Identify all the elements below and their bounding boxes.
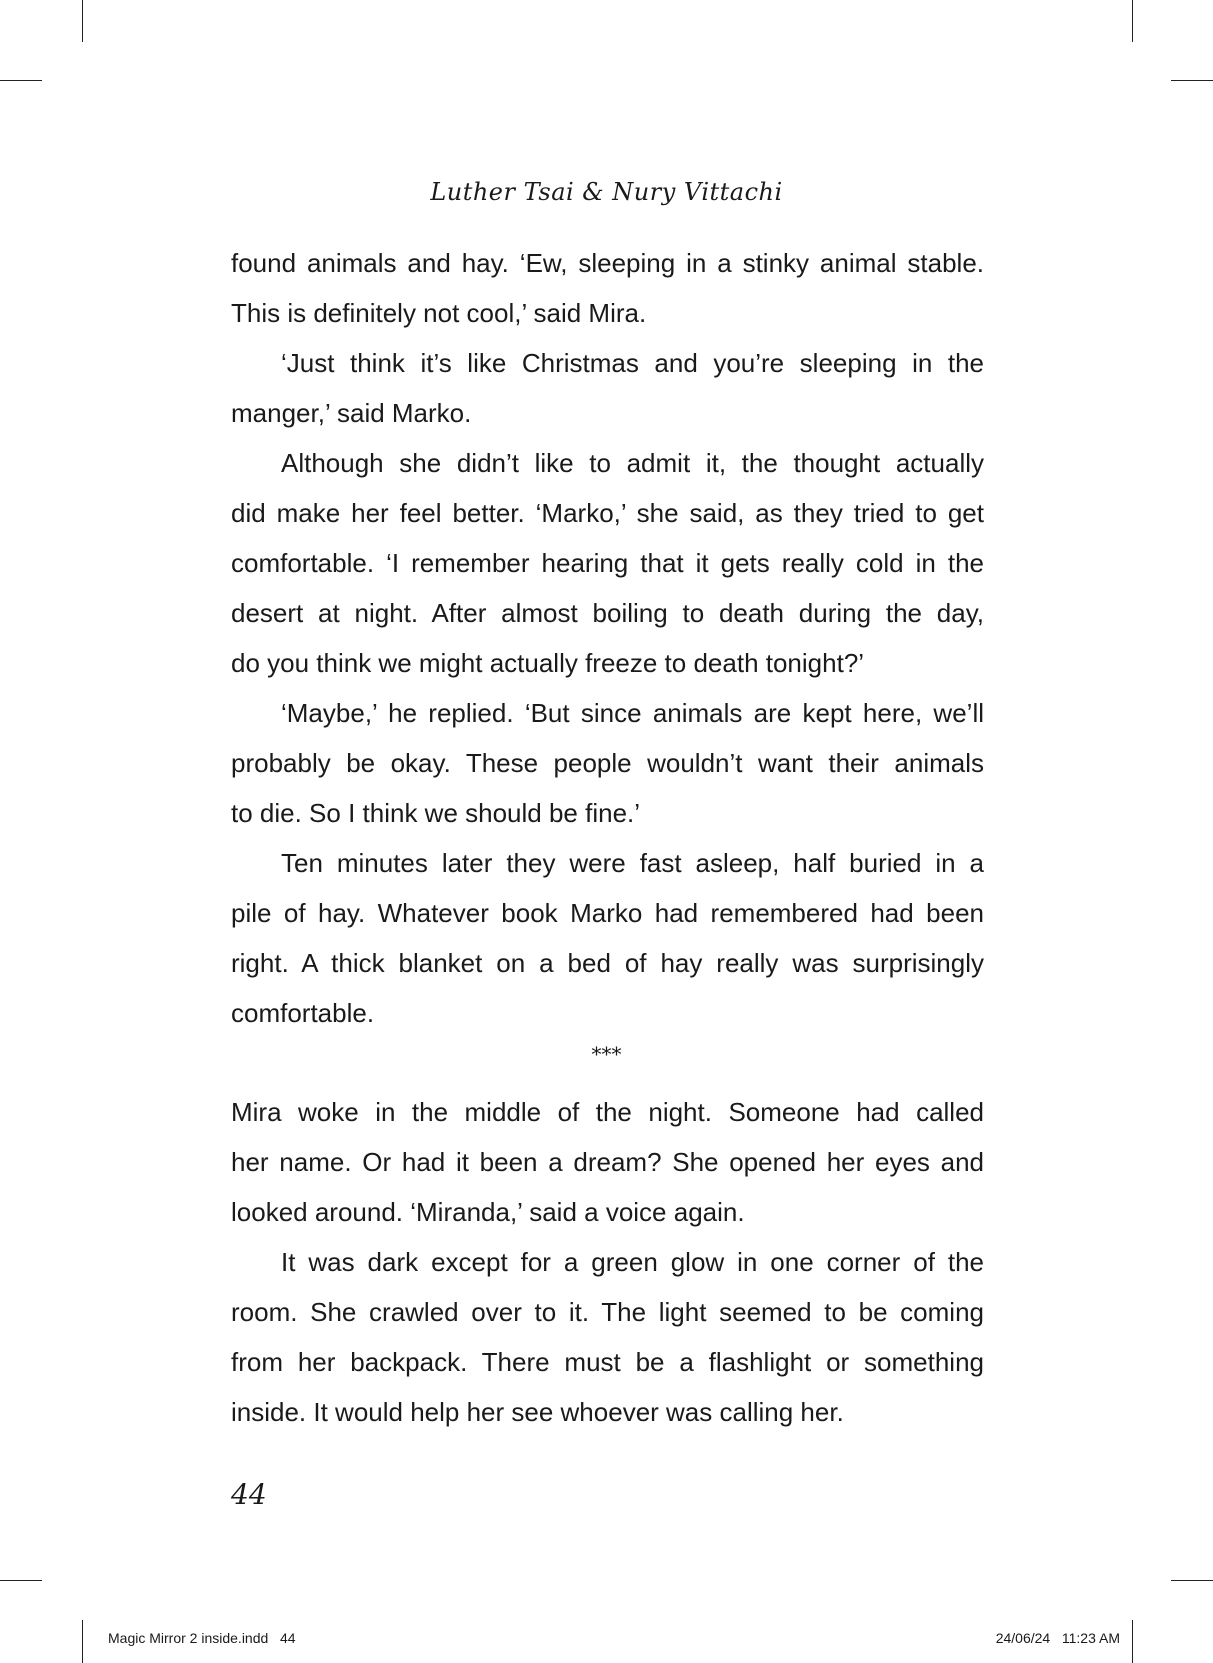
- crop-mark: [1132, 0, 1133, 42]
- text-line: pile of hay. Whatever book Marko had remembered had been: [231, 898, 984, 928]
- text-line: did make her feel better. ‘Marko,’ she said, as they tried to get: [231, 498, 984, 528]
- text-line: ‘Just think it’s like Christmas and you’re sleeping in the: [281, 348, 984, 378]
- text-line: ‘Maybe,’ he replied. ‘But since animals are kept here, we’ll: [281, 698, 984, 728]
- text-line: probably be okay. These people wouldn’t want their animals: [231, 748, 984, 778]
- slug-timestamp: 24/06/24 11:23 AM: [995, 1630, 1120, 1646]
- slug-filename: Magic Mirror 2 inside.indd 44: [108, 1630, 296, 1646]
- page-number: 44: [231, 1478, 267, 1511]
- text-line: Although she didn’t like to admit it, the thought actually: [281, 448, 984, 478]
- crop-mark: [0, 1580, 42, 1581]
- section-separator: ***: [591, 1042, 622, 1066]
- text-line: desert at night. After almost boiling to death during the day,: [231, 598, 984, 628]
- crop-mark: [1171, 1580, 1213, 1581]
- running-head: Luther Tsai & Nury Vittachi: [430, 178, 783, 206]
- text-line: This is definitely not cool,’ said Mira.: [231, 298, 647, 328]
- text-line: inside. It would help her see whoever was calling her.: [231, 1397, 844, 1427]
- crop-mark: [0, 80, 42, 81]
- crop-mark: [1171, 80, 1213, 81]
- crop-mark: [1132, 1620, 1133, 1663]
- body-text-block: [231, 1087, 984, 1437]
- text-line: Mira woke in the middle of the night. Someone had called: [231, 1097, 984, 1127]
- text-line: from her backpack. There must be a flashlight or something: [231, 1347, 984, 1377]
- crop-mark: [82, 0, 83, 42]
- text-line: manger,’ said Marko.: [231, 398, 472, 428]
- text-line: found animals and hay. ‘Ew, sleeping in a stinky animal stable.: [231, 248, 984, 278]
- text-line: to die. So I think we should be fine.’: [231, 798, 641, 828]
- text-line: room. She crawled over to it. The light seemed to be coming: [231, 1297, 984, 1327]
- text-line: right. A thick blanket on a bed of hay really was surprisingly: [231, 948, 984, 978]
- text-line: It was dark except for a green glow in one corner of the: [281, 1247, 984, 1277]
- text-line: comfortable.: [231, 998, 375, 1028]
- text-line: do you think we might actually freeze to death tonight?’: [231, 648, 865, 678]
- text-line: her name. Or had it been a dream? She opened her eyes and: [231, 1147, 984, 1177]
- crop-mark: [82, 1620, 83, 1663]
- text-line: looked around. ‘Miranda,’ said a voice again.: [231, 1197, 745, 1227]
- text-line: comfortable. ‘I remember hearing that it gets really cold in the: [231, 548, 984, 578]
- body-text-block: [231, 238, 984, 1038]
- text-line: Ten minutes later they were fast asleep, half buried in a: [281, 848, 984, 878]
